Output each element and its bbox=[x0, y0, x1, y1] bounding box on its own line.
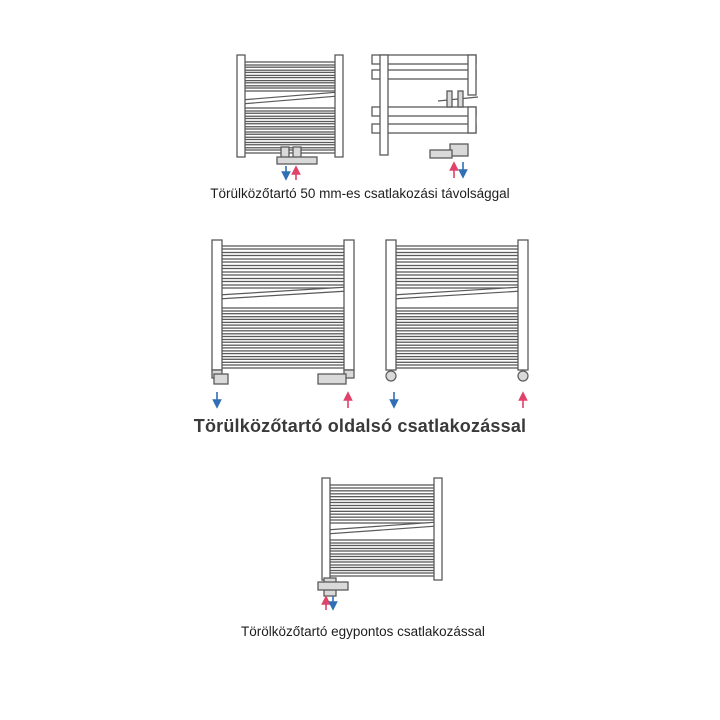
towel-bar bbox=[220, 342, 346, 345]
towel-bar bbox=[328, 485, 436, 488]
towel-bar bbox=[394, 266, 520, 269]
right-post bbox=[518, 240, 528, 370]
towel-bar bbox=[243, 83, 337, 86]
caption-single-point-connection: Törölközőtartó egypontos csatlakozással bbox=[241, 624, 485, 639]
towel-bar bbox=[394, 259, 520, 262]
towel-bar bbox=[220, 319, 346, 322]
towel-bar bbox=[328, 491, 436, 494]
side-post-right-top bbox=[468, 55, 476, 95]
right-post bbox=[434, 478, 442, 580]
caption-side-connection: Törülközőtartó oldalsó csatlakozással bbox=[193, 416, 527, 436]
towel-bar bbox=[220, 325, 346, 328]
towel-bar bbox=[243, 78, 337, 81]
towel-bar bbox=[394, 342, 520, 345]
towel-bar bbox=[243, 145, 337, 148]
towel-bar bbox=[328, 497, 436, 500]
side-clip-b bbox=[458, 91, 463, 107]
left-post bbox=[386, 240, 396, 370]
rail-side-left bbox=[212, 240, 354, 408]
towel-bar bbox=[243, 140, 337, 143]
towel-bar bbox=[220, 331, 346, 334]
rail-50mm-front bbox=[237, 55, 343, 180]
towel-bar bbox=[394, 354, 520, 357]
towel-bar bbox=[328, 546, 436, 549]
towel-bar bbox=[243, 67, 337, 70]
left-post bbox=[322, 478, 330, 580]
towel-bar bbox=[220, 314, 346, 317]
towel-bar bbox=[220, 253, 346, 256]
towel-bar bbox=[220, 285, 346, 288]
towel-bar bbox=[328, 503, 436, 506]
towel-bar bbox=[220, 365, 346, 368]
rail-50mm-side bbox=[372, 55, 478, 178]
towel-bar bbox=[394, 331, 520, 334]
towel-bar bbox=[220, 279, 346, 282]
right-post bbox=[335, 55, 343, 157]
left-post bbox=[212, 240, 222, 370]
towel-bar bbox=[243, 108, 337, 111]
towel-bar bbox=[328, 540, 436, 543]
towel-bar bbox=[328, 551, 436, 554]
towel-bar bbox=[243, 129, 337, 132]
towel-bar bbox=[328, 562, 436, 565]
side-post-right-bottom bbox=[468, 107, 476, 133]
towel-bar bbox=[394, 314, 520, 317]
towel-bar bbox=[328, 557, 436, 560]
towel-bar bbox=[394, 253, 520, 256]
towel-bar bbox=[243, 134, 337, 137]
towel-bar bbox=[394, 272, 520, 275]
valve-right-body bbox=[318, 374, 346, 384]
towel-bar bbox=[243, 113, 337, 116]
side-clip-a bbox=[447, 91, 452, 107]
side-post-left bbox=[380, 55, 388, 155]
towel-bar bbox=[220, 359, 346, 362]
towel-bar bbox=[328, 573, 436, 576]
caption-50mm-connection: Törülközőtartó 50 mm-es csatlakozási távolsággal bbox=[210, 186, 510, 201]
valve-left bbox=[386, 371, 396, 381]
towel-bar bbox=[394, 319, 520, 322]
left-post bbox=[237, 55, 245, 157]
rail-single-point bbox=[318, 478, 442, 610]
towel-hanger bbox=[392, 287, 522, 299]
towel-bar bbox=[220, 272, 346, 275]
side-valve bbox=[450, 144, 468, 156]
towel-bar bbox=[243, 150, 337, 153]
towel-bar bbox=[243, 62, 337, 65]
towel-bar bbox=[394, 279, 520, 282]
towel-bar bbox=[328, 520, 436, 523]
towel-bar bbox=[394, 359, 520, 362]
towel-bar bbox=[328, 514, 436, 517]
towel-bar bbox=[394, 285, 520, 288]
towel-bar bbox=[220, 246, 346, 249]
towel-bar bbox=[220, 354, 346, 357]
towel-bar bbox=[328, 508, 436, 511]
towel-bar bbox=[220, 337, 346, 340]
towel-bar bbox=[328, 568, 436, 571]
towel-bar bbox=[243, 88, 337, 91]
towel-bar bbox=[243, 72, 337, 75]
towel-bar bbox=[243, 124, 337, 127]
towel-bar bbox=[220, 266, 346, 269]
valve-left-cap bbox=[214, 374, 228, 384]
towel-bar bbox=[394, 325, 520, 328]
towel-bar bbox=[394, 365, 520, 368]
single-valve-body bbox=[318, 582, 348, 590]
towel-bar bbox=[394, 246, 520, 249]
right-post bbox=[344, 240, 354, 370]
towel-hanger bbox=[326, 522, 438, 534]
towel-bar bbox=[220, 348, 346, 351]
side-valve-knob bbox=[430, 150, 452, 158]
towel-hanger bbox=[241, 92, 339, 104]
towel-bar bbox=[243, 119, 337, 122]
towel-hanger bbox=[218, 287, 348, 299]
rail-side-right bbox=[386, 240, 528, 408]
valve-right bbox=[518, 371, 528, 381]
towel-bar bbox=[394, 337, 520, 340]
towel-bar bbox=[394, 348, 520, 351]
towel-bar bbox=[220, 259, 346, 262]
towel-bar bbox=[394, 308, 520, 311]
valve-body bbox=[277, 157, 317, 164]
towel-bar bbox=[220, 308, 346, 311]
